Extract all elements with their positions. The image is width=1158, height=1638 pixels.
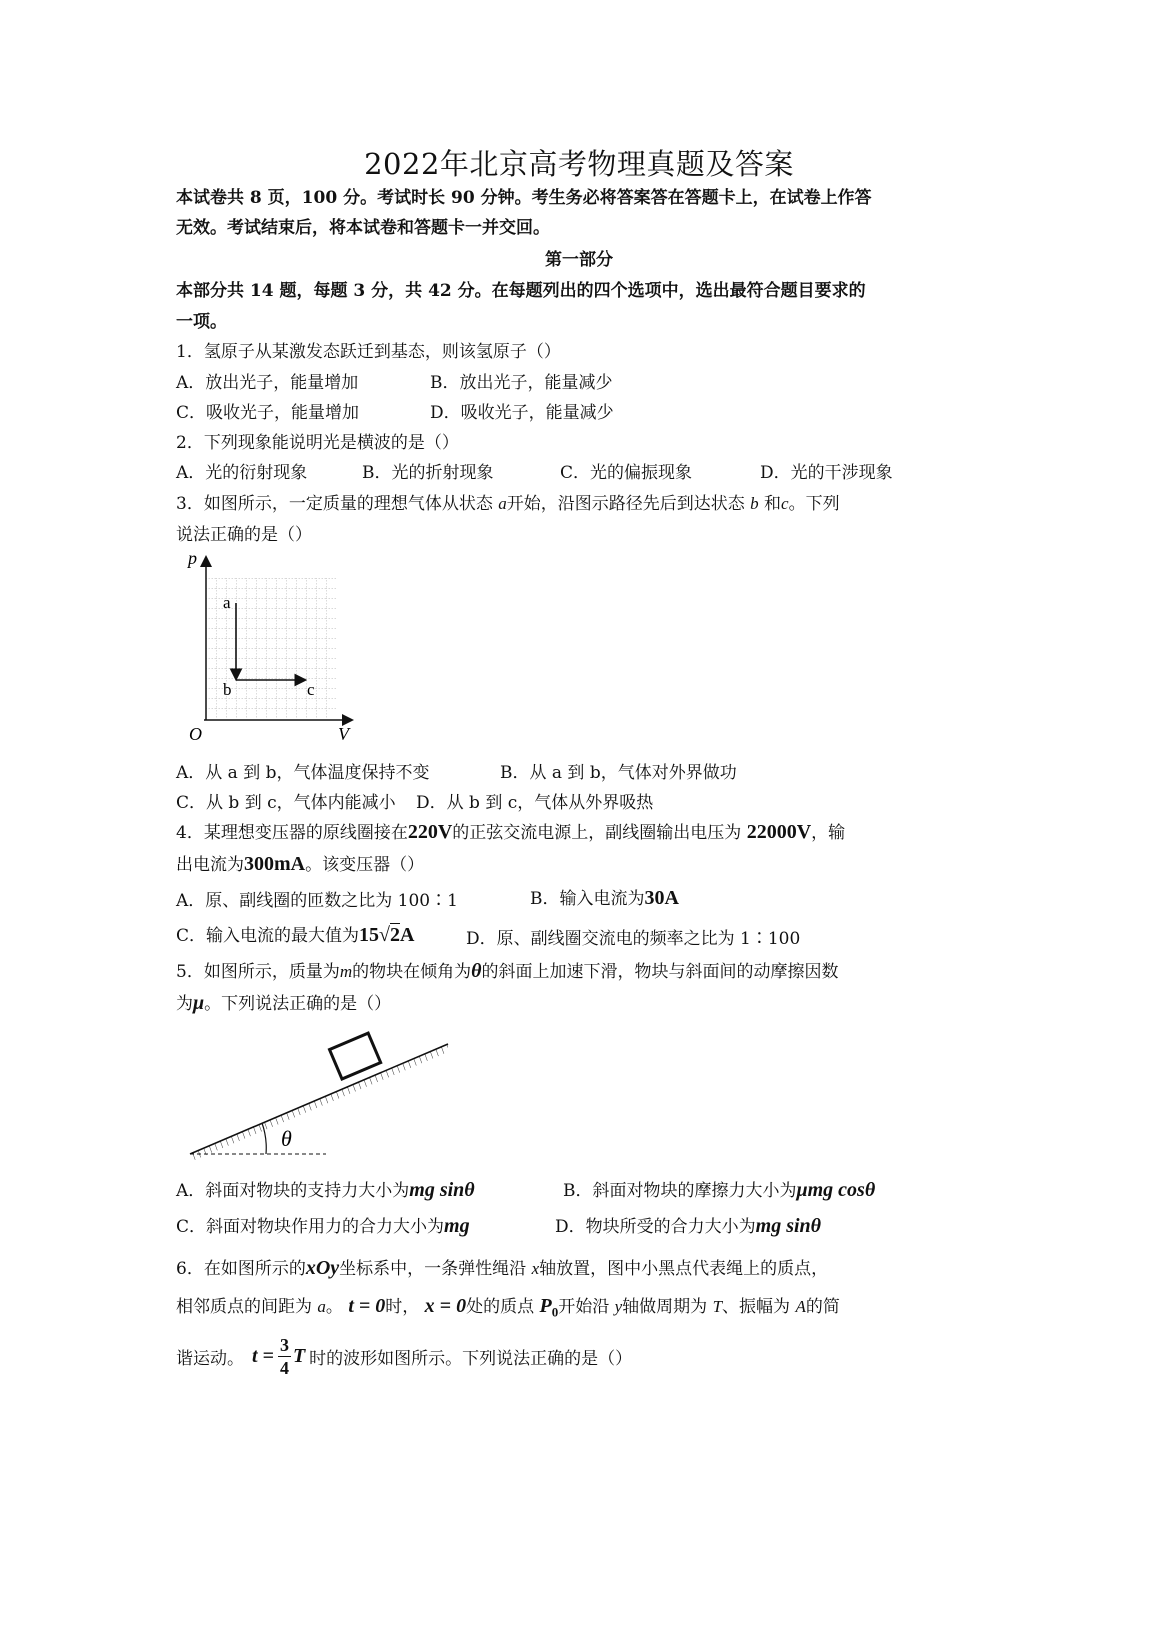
q3-option-c: C．从 b 到 c，气体内能减小 bbox=[176, 793, 396, 813]
q2-option-c: C．光的偏振现象 bbox=[560, 463, 693, 483]
intro-line-1: 本试卷共 8 页，100 分。考试时长 90 分钟。考生务必将答案答在答题卡上，在试卷上作答 bbox=[176, 188, 872, 208]
q3-point-b: b bbox=[223, 680, 232, 699]
q5-incline-diagram bbox=[186, 1030, 456, 1160]
q1-stem: 1．氢原子从某激发态跃迁到基态，则该氢原子（） bbox=[176, 342, 561, 362]
q4-option-c: C．输入电流的最大值为15√2A bbox=[176, 924, 415, 946]
q1-option-d: D．吸收光子，能量减少 bbox=[430, 403, 614, 423]
q6-stem-line-3: 谐运动。 t = $\frac{3}{4}$ T 时的波形如图所示。下列说法正确的是（） bbox=[176, 1335, 633, 1378]
q3-origin-label: O bbox=[189, 724, 202, 744]
q3-pv-diagram bbox=[186, 548, 366, 744]
q5-option-c: C．斜面对物块作用力的合力大小为mg bbox=[176, 1215, 470, 1237]
q4-option-b: B．输入电流为30A bbox=[530, 887, 679, 909]
q3-stem-line-1: 3．如图所示，一定质量的理想气体从状态 a开始，沿图示路径先后到达状态 b 和c。下列 bbox=[176, 494, 840, 514]
q6-fraction: $\frac{3}{4}$ bbox=[279, 1335, 289, 1378]
q3-v-label: V bbox=[338, 724, 349, 744]
q5-block bbox=[329, 1033, 380, 1079]
q6-stem-line-1: 6．在如图所示的xOy坐标系中，一条弹性绳沿 x轴放置，图中小黑点代表绳上的质点， bbox=[176, 1257, 829, 1279]
q2-option-b: B．光的折射现象 bbox=[362, 463, 494, 483]
intro-line-2: 无效。考试结束后，将本试卷和答题卡一并交回。 bbox=[176, 218, 550, 238]
q4-stem-line-1: 4．某理想变压器的原线圈接在220V的正弦交流电源上，副线圈输出电压为 22000V，输 bbox=[176, 821, 846, 843]
q5-option-a: A．斜面对物块的支持力大小为mg sinθ bbox=[176, 1179, 475, 1201]
q4-stem-line-2: 出电流为300mA。该变压器（） bbox=[176, 853, 425, 875]
q1-option-a: A．放出光子，能量增加 bbox=[176, 373, 359, 393]
q5-incline-line bbox=[190, 1044, 448, 1154]
q6-stem-line-2: 相邻质点的间距为 a。 t = 0时， x = 0处的质点 $P_0$开始沿 y轴做周期为 T、振幅为 A的简 bbox=[176, 1295, 840, 1320]
page-title: 2022年北京高考物理真题及答案 bbox=[364, 147, 794, 181]
q3-option-a: A．从 a 到 b，气体温度保持不变 bbox=[176, 763, 430, 783]
q4-option-d: D．原、副线圈交流电的频率之比为 1∶100 bbox=[466, 929, 801, 949]
q5-angle-label: θ bbox=[281, 1126, 292, 1151]
q3-option-b: B．从 a 到 b，气体对外界做功 bbox=[500, 763, 737, 783]
q5-stem-line-1: 5．如图所示，质量为m的物块在倾角为θ的斜面上加速下滑，物块与斜面间的动摩擦因数 bbox=[176, 960, 839, 982]
q3-p-label: p bbox=[188, 548, 197, 568]
q1-option-c: C．吸收光子，能量增加 bbox=[176, 403, 360, 423]
q2-option-a: A．光的衍射现象 bbox=[176, 463, 308, 483]
q1-option-b: B．放出光子，能量减少 bbox=[430, 373, 613, 393]
q3-option-d: D．从 b 到 c，气体从外界吸热 bbox=[416, 793, 654, 813]
q3-stem-line-2: 说法正确的是（） bbox=[176, 525, 312, 545]
part-desc-line-2: 一项。 bbox=[176, 312, 227, 332]
q2-stem: 2．下列现象能说明光是横波的是（） bbox=[176, 433, 459, 453]
q5-incline-hatch bbox=[190, 1044, 448, 1160]
q2-option-d: D．光的干涉现象 bbox=[760, 463, 893, 483]
q5-option-d: D．物块所受的合力大小为mg sinθ bbox=[555, 1215, 822, 1237]
q3-point-a: a bbox=[223, 593, 231, 612]
q5-option-b: B．斜面对物块的摩擦力大小为μmg cosθ bbox=[563, 1179, 876, 1201]
q4-option-a: A．原、副线圈的匝数之比为 100∶1 bbox=[176, 891, 458, 911]
q3-point-c: c bbox=[307, 680, 315, 699]
part-desc-line-1: 本部分共 14 题，每题 3 分，共 42 分。在每题列出的四个选项中，选出最符合题目要求的 bbox=[176, 281, 866, 301]
q5-stem-line-2: 为μ。下列说法正确的是（） bbox=[176, 992, 392, 1014]
part-heading: 第一部分 bbox=[545, 250, 613, 270]
